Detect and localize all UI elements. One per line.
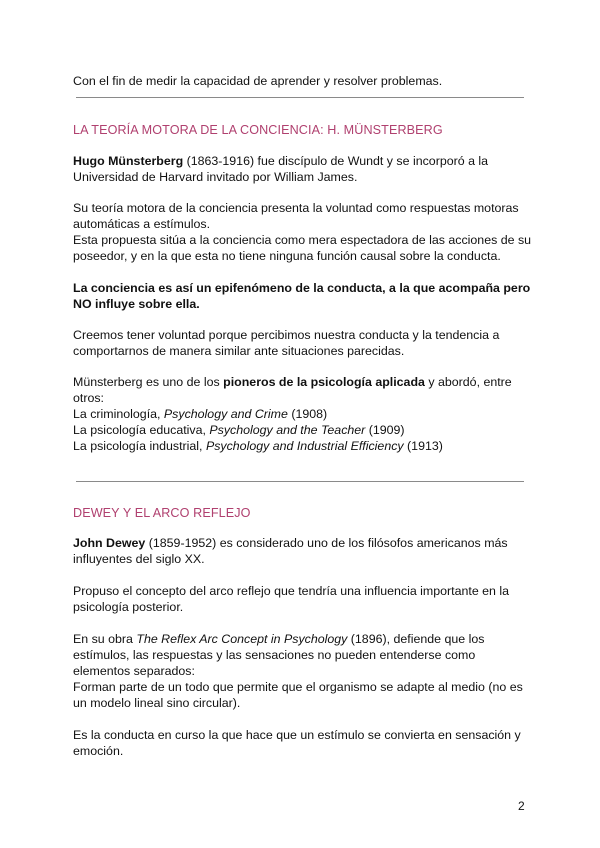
work-line: La criminología, Psychology and Crime (1908) bbox=[73, 407, 328, 421]
paragraph-applied-psychology bbox=[73, 374, 533, 454]
divider bbox=[76, 97, 524, 98]
work-line: La psicología educativa, Psychology and the Teacher (1909) bbox=[73, 423, 405, 437]
bold-phrase: pioneros de la psicología aplicada bbox=[223, 375, 425, 389]
page-number: 2 bbox=[518, 799, 525, 813]
section-heading-dewey: DEWEY Y EL ARCO REFLEJO bbox=[73, 506, 251, 520]
work-title: Psychology and Crime bbox=[163, 407, 288, 421]
paragraph-dewey-bio bbox=[73, 535, 533, 567]
paragraph-text: (1859-1952) es considerado uno de los filósofos americanos más influyentes del siglo XX. bbox=[73, 536, 508, 566]
divider bbox=[76, 481, 524, 482]
paragraph-text: Münsterberg es uno de los bbox=[73, 375, 224, 389]
paragraph-reflex-arc: Propuso el concepto del arco reflejo que tendría una influencia importante en la psicología posterior. bbox=[73, 584, 510, 614]
work-title: The Reflex Arc Concept in Psychology bbox=[136, 632, 348, 646]
paragraph-text: En su obra bbox=[73, 632, 137, 646]
paragraph-reflex-arc-work bbox=[73, 631, 533, 711]
work-line: La psicología industrial, Psychology and Industrial Efficiency (1913) bbox=[73, 439, 443, 453]
paragraph-text: (1863-1916) fue discípulo de Wundt y se incorporó a la Universidad de Harvard invitado por William James. bbox=[73, 154, 489, 184]
paragraph-will: Creemos tener voluntad porque percibimos nuestra conducta y la tendencia a comportarnos de manera similar ante situaciones parecidas. bbox=[73, 328, 500, 358]
paragraph-text: Su teoría motora de la conciencia presenta la voluntad como respuestas motoras automáticas a estímulos. bbox=[73, 201, 519, 231]
work-title: Psychology and the Teacher bbox=[209, 423, 366, 437]
work-title: Psychology and Industrial Efficiency bbox=[205, 439, 404, 453]
bold-name: Hugo Münsterberg bbox=[73, 154, 184, 168]
paragraph-text: Esta propuesta sitúa a la conciencia como mera espectadora de las acciones de su poseedor, y en la que esta no tiene ninguna función causal sobre la conducta. bbox=[73, 233, 532, 263]
paragraph-munsterberg-bio bbox=[73, 153, 533, 185]
paragraph-text: Forman parte de un todo que permite que el organismo se adapte al medio (no es un modelo lineal sino circular). bbox=[73, 680, 523, 710]
paragraph-motor-theory bbox=[73, 200, 533, 264]
bold-name: John Dewey bbox=[73, 536, 146, 550]
paragraph-text: y abordó, entre otros: bbox=[73, 375, 512, 405]
intro-line: Con el fin de medir la capacidad de aprender y resolver problemas. bbox=[73, 74, 443, 88]
bold-statement: La conciencia es así un epifenómeno de la conducta, a la que acompaña pero NO influye sobre ella. bbox=[73, 281, 531, 311]
section-heading-munsterberg: LA TEORÍA MOTORA DE LA CONCIENCIA: H. MÜNSTERBERG bbox=[73, 123, 443, 137]
paragraph-epiphenomenon bbox=[73, 280, 533, 312]
paragraph-text: (1896), defiende que los estímulos, las respuestas y las sensaciones no pueden entenderse como elementos separados: bbox=[73, 632, 485, 678]
paragraph-conduct: Es la conducta en curso la que hace que un estímulo se convierta en sensación y emoción. bbox=[73, 728, 521, 758]
